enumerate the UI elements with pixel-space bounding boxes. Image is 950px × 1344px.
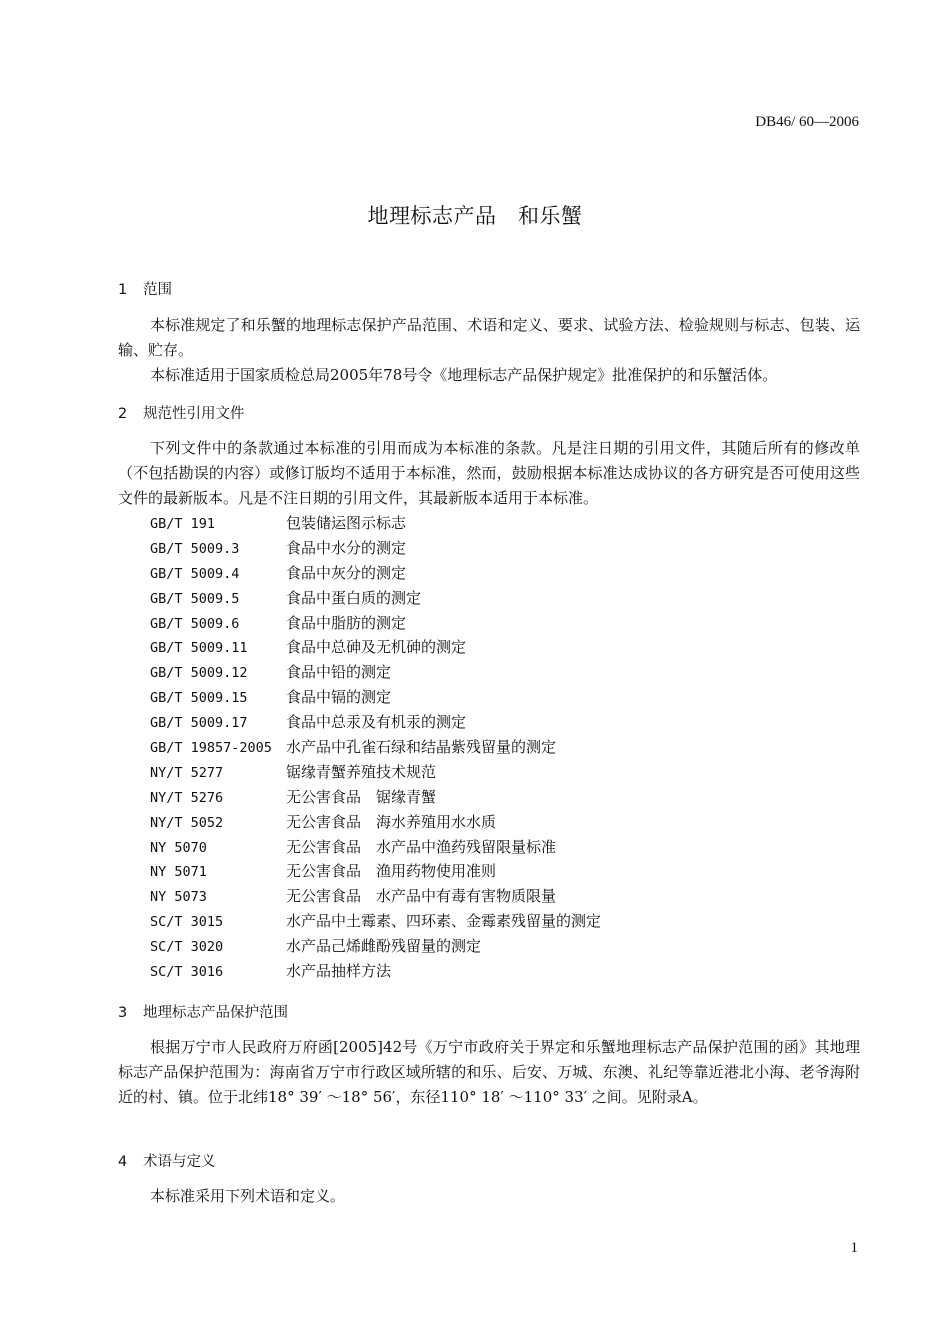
- section-2-heading: [118, 402, 245, 423]
- reference-code: NY/T 5277: [150, 764, 224, 781]
- section-3-paragraph-1: 根据万宁市人民政府万府函[2005]42号《万宁市政府关于界定和乐蟹地理标志产品保护范围的函》其地理标志产品保护范围为：海南省万宁市行政区域所辖的和乐、后安、万城、东澳、礼纪等靠近港北小海、老爷海附近的村、镇。位于北纬18° 39′ ～18° 56′，东径110° 18′ ～110° 33′ 之间。见附录A。: [118, 1038, 860, 1106]
- reference-code: SC/T 3020: [150, 939, 224, 956]
- section-number: 3: [118, 1005, 128, 1021]
- reference-code: GB/T 5009.5: [150, 590, 240, 607]
- reference-row: [150, 810, 601, 835]
- reference-title: 无公害食品 锯缘青蟹: [286, 787, 437, 806]
- section-2-paragraph-1: 下列文件中的条款通过本标准的引用而成为本标准的条款。凡是注日期的引用文件，其随后所有的修改单（不包括勘误的内容）或修订版均不适用于本标准，然而，鼓励根据本标准达成协议的各方研究是否可使用这些文件的最新版本。凡是不注日期的引用文件，其最新版本适用于本标准。: [118, 439, 860, 507]
- reference-title: 食品中总汞及有机汞的测定: [286, 713, 467, 732]
- reference-title: 食品中脂肪的测定: [286, 613, 407, 632]
- reference-row: [150, 859, 601, 884]
- section-title: 规范性引用文件: [143, 406, 245, 422]
- section-1-paragraph-1: 本标准规定了和乐蟹的地理标志保护产品范围、术语和定义、要求、试验方法、检验规则与标志、包装、运输、贮存。: [118, 316, 860, 359]
- section-title: 术语与定义: [143, 1154, 216, 1170]
- reference-row: [150, 760, 601, 785]
- section-number: 1: [118, 282, 128, 298]
- reference-title: 食品中蛋白质的测定: [286, 588, 422, 607]
- reference-code: GB/T 19857-2005: [150, 740, 272, 757]
- reference-title: 无公害食品 水产品中有毒有害物质限量: [286, 887, 557, 906]
- reference-code: GB/T 5009.11: [150, 640, 248, 657]
- reference-title: 食品中总砷及无机砷的测定: [286, 638, 467, 657]
- reference-title: 水产品己烯雌酚残留量的测定: [286, 937, 482, 956]
- reference-title: 水产品抽样方法: [286, 962, 392, 981]
- reference-row: [150, 884, 601, 909]
- section-4-heading: [118, 1150, 216, 1171]
- reference-title: 包装储运图示标志: [286, 514, 407, 532]
- section-number: 4: [118, 1154, 128, 1170]
- reference-row: [150, 561, 601, 586]
- document-title: 地理标志产品 和乐蟹: [367, 204, 583, 228]
- section-1-paragraph-2: 本标准适用于国家质检总局2005年78号令《地理标志产品保护规定》批准保护的和乐蟹活体。: [150, 366, 778, 384]
- reference-title: 无公害食品 海水养殖用水水质: [286, 812, 497, 831]
- reference-row: [150, 660, 601, 685]
- reference-row: [150, 710, 601, 735]
- reference-title: 无公害食品 渔用药物使用准则: [286, 862, 497, 881]
- section-number: 2: [118, 406, 128, 422]
- reference-code: SC/T 3016: [150, 964, 224, 981]
- reference-title: 水产品中孔雀石绿和结晶紫残留量的测定: [286, 738, 557, 757]
- standard-code: DB46/ 60—2006: [755, 114, 859, 130]
- section-1-heading: [118, 278, 172, 299]
- reference-row: [150, 586, 601, 611]
- reference-code: GB/T 5009.3: [150, 540, 240, 557]
- reference-row: [150, 835, 601, 860]
- reference-code: GB/T 5009.4: [150, 565, 240, 582]
- reference-row: [150, 934, 601, 959]
- reference-row: [150, 909, 601, 934]
- reference-row: [150, 685, 601, 710]
- reference-code: NY 5070: [150, 839, 207, 856]
- reference-title: 水产品中土霉素、四环素、金霉素残留量的测定: [286, 912, 602, 931]
- reference-title: 无公害食品 水产品中渔药残留限量标准: [286, 837, 557, 856]
- reference-code: GB/T 5009.17: [150, 715, 248, 732]
- reference-row: [150, 635, 601, 660]
- reference-code: GB/T 5009.15: [150, 690, 248, 707]
- section-3-heading: [118, 1001, 288, 1022]
- section-title: 范围: [143, 282, 172, 298]
- reference-row: [150, 511, 601, 536]
- normative-references-list: [150, 511, 601, 984]
- reference-code: GB/T 191: [150, 516, 216, 532]
- reference-code: NY 5071: [150, 864, 207, 881]
- reference-title: 锯缘青蟹养殖技术规范: [286, 762, 437, 781]
- reference-code: GB/T 5009.12: [150, 665, 248, 682]
- reference-row: [150, 785, 601, 810]
- reference-row: [150, 959, 601, 984]
- section-4-paragraph-1: 本标准采用下列术语和定义。: [150, 1187, 346, 1205]
- reference-code: NY/T 5052: [150, 814, 224, 831]
- reference-row: [150, 735, 601, 760]
- reference-title: 食品中镉的测定: [286, 688, 392, 707]
- reference-code: NY/T 5276: [150, 789, 224, 806]
- reference-title: 食品中灰分的测定: [286, 563, 407, 582]
- reference-row: [150, 611, 601, 636]
- reference-row: [150, 536, 601, 561]
- reference-title: 食品中铅的测定: [286, 663, 392, 682]
- page-number: 1: [850, 1240, 858, 1256]
- section-title: 地理标志产品保护范围: [143, 1005, 288, 1021]
- reference-code: GB/T 5009.6: [150, 615, 240, 632]
- reference-code: SC/T 3015: [150, 914, 224, 931]
- reference-title: 食品中水分的测定: [286, 538, 407, 557]
- reference-code: NY 5073: [150, 889, 207, 906]
